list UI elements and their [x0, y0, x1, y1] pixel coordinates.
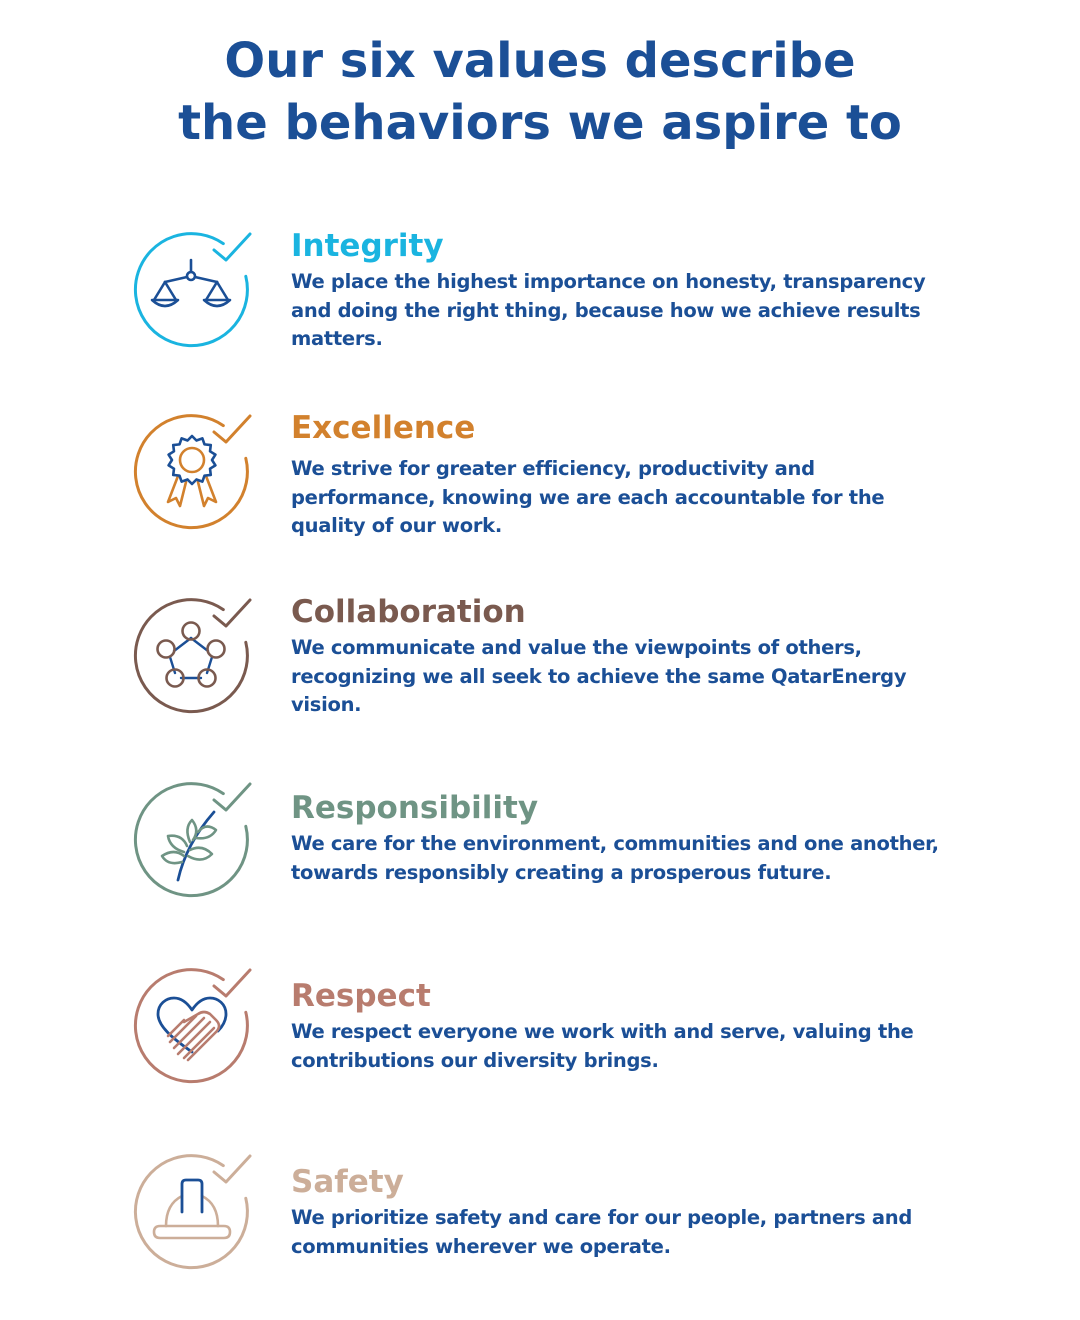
value-description: We respect everyone we work with and serve, valuing the contributions our diversity brings.	[291, 1020, 914, 1072]
page-title-line-1: Our six values describe	[224, 33, 856, 89]
page-title-line-2: the behaviors we aspire to	[178, 95, 902, 151]
heart-hand-icon	[130, 964, 254, 1088]
value-title: Collaboration	[291, 594, 526, 630]
value-description: We communicate and value the viewpoints of others, recognizing we all seek to achieve the same QatarEnergy vision.	[291, 636, 907, 716]
value-title: Respect	[291, 978, 431, 1014]
value-description: We place the highest importance on honesty, transparency and doing the right thing, because how we achieve results matters.	[291, 270, 926, 350]
page-title	[0, 30, 1080, 154]
value-title: Excellence	[291, 410, 476, 446]
value-description: We care for the environment, communities and one another, towards responsibly creating a prosperous future.	[291, 832, 939, 884]
hard-hat-icon	[130, 1150, 254, 1274]
value-title: Safety	[291, 1164, 404, 1200]
value-description: We prioritize safety and care for our people, partners and communities wherever we operate.	[291, 1206, 912, 1258]
award-rosette-icon	[130, 410, 254, 534]
network-pentagon-icon	[130, 594, 254, 718]
value-title: Responsibility	[291, 790, 539, 826]
value-title: Integrity	[291, 228, 444, 264]
plant-sprout-icon	[130, 778, 254, 902]
value-description: We strive for greater efficiency, productivity and performance, knowing we are each accountable for the quality of our work.	[291, 457, 885, 537]
scales-icon	[130, 228, 254, 352]
